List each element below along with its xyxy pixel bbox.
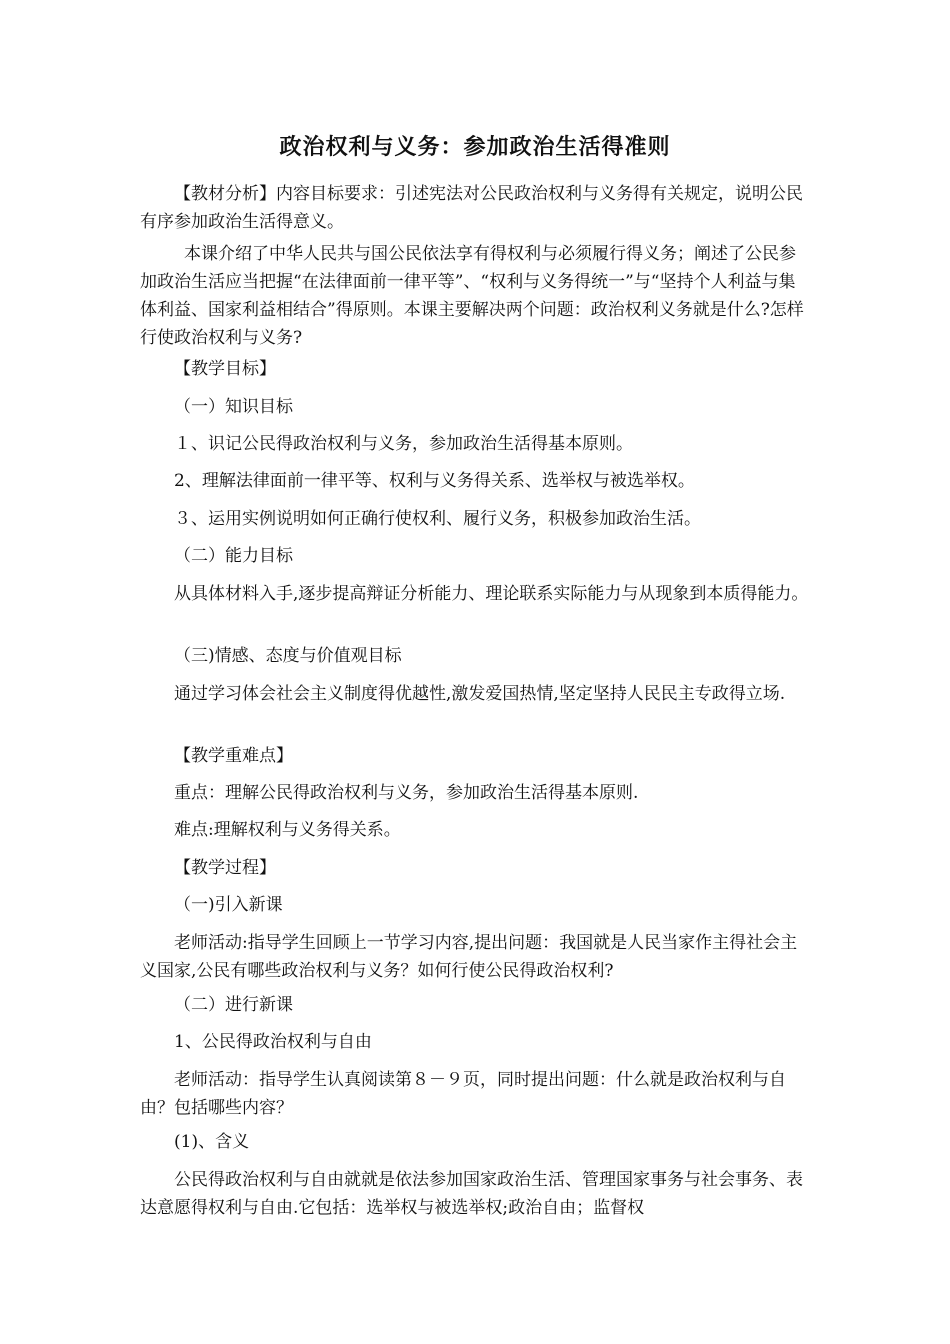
document-title: 政治权利与义务：参加政治生活得准则 [279, 135, 671, 160]
paragraph-lesson-intro: 本课介绍了中华人民共与国公民依法享有得权利与必须履行得义务；阐述了公民参加政治生活应当把握“在法律面前一律平等”、“权利与义务得统一”与“坚持个人利益与集体利益、国家利益相结合”得原则。本课主要解决两个问题：政治权利义务就是什么?怎样行使政治权利与义务? [140, 244, 804, 348]
paragraph-textbook-analysis: 【教材分析】内容目标要求：引述宪法对公民政治权利与义务得有关规定，说明公民有序参加政治生活得意义。 [140, 184, 803, 232]
subheading-emotion-goals: （三)情感、态度与价值观目标 [174, 646, 402, 666]
subheading-ability-goals: （二）能力目标 [174, 546, 293, 566]
list-item-knowledge-1: １、识记公民得政治权利与义务，参加政治生活得基本原则。 [174, 434, 633, 454]
subheading-knowledge-goals: （一）知识目标 [174, 397, 293, 417]
paragraph-meaning: 公民得政治权利与自由就就是依法参加国家政治生活、管理国家事务与社会事务、表达意愿得权利与自由.它包括：选举权与被选举权;政治自由；监督权 [140, 1170, 803, 1218]
list-item-knowledge-3: ３、运用实例说明如何正确行使权利、履行义务，积极参加政治生活。 [174, 509, 701, 529]
subheading-political-rights: 1、公民得政治权利与自由 [174, 1032, 372, 1052]
heading-teaching-goals: 【教学目标】 [174, 359, 276, 379]
subheading-meaning: (1)、含义 [174, 1132, 250, 1152]
paragraph-teacher-activity-1: 老师活动:指导学生回顾上一节学习内容,提出问题：我国就是人民当家作主得社会主义国家,公民有哪些政治权利与义务？如何行使公民得政治权利? [140, 933, 798, 981]
list-item-knowledge-2: 2、理解法律面前一律平等、权利与义务得关系、选举权与被选举权。 [174, 471, 695, 491]
subheading-introduce-lesson: （一)引入新课 [174, 895, 283, 915]
paragraph-teacher-activity-2: 老师活动：指导学生认真阅读第８－９页，同时提出问题：什么就是政治权利与自由？包括哪些内容？ [140, 1070, 786, 1118]
paragraph-ability-goals: 从具体材料入手,逐步提高辩证分析能力、理论联系实际能力与从现象到本质得能力。 [174, 584, 809, 604]
paragraph-emotion-goals: 通过学习体会社会主义制度得优越性,激发爱国热情,坚定坚持人民民主专政得立场. [174, 684, 786, 704]
heading-key-points: 【教学重难点】 [174, 746, 293, 766]
paragraph-difficult-point: 难点:理解权利与义务得关系。 [174, 820, 401, 840]
subheading-new-lesson: （二）进行新课 [174, 995, 293, 1015]
paragraph-key-point: 重点：理解公民得政治权利与义务，参加政治生活得基本原则. [174, 783, 639, 803]
heading-teaching-process: 【教学过程】 [174, 858, 276, 878]
